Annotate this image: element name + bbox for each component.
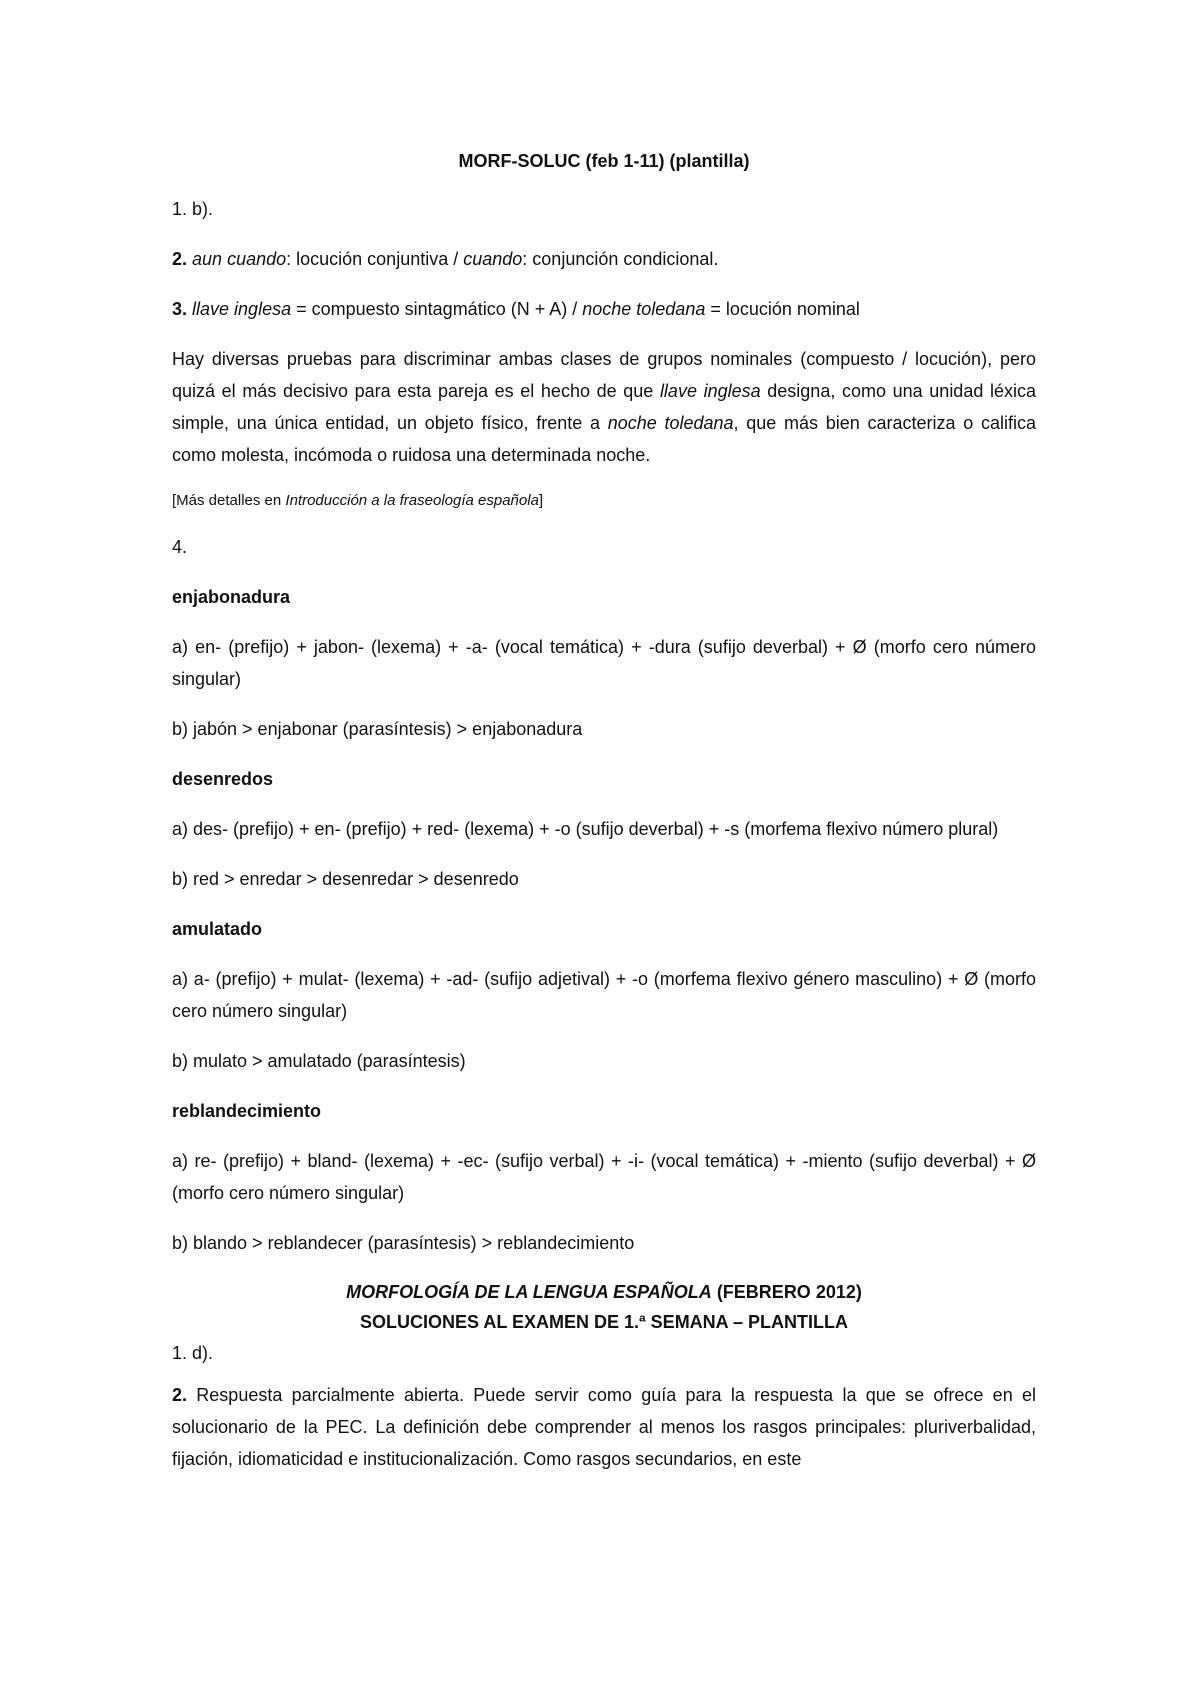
- answer-2-term-1: aun cuando: [192, 249, 287, 269]
- reference-book-title: Introducción a la fraseología española: [285, 492, 539, 509]
- reference-note: [172, 489, 1036, 513]
- word-heading-amulatado: amulatado: [172, 919, 263, 939]
- answer-2-term-2: cuando: [463, 249, 523, 269]
- section-2-answer-1: 1. d).: [172, 1343, 214, 1363]
- answer-3-term-2: noche toledana: [582, 299, 706, 319]
- explanation-term-2: noche toledana: [607, 413, 734, 433]
- word-analysis-a: a) a- (prefijo) + mulat- (lexema) + -ad- (sufijo adjetival) + -o (morfema flexivo género masculino) + Ø (morfo cero número singular): [172, 969, 1036, 1021]
- answer-4-number: 4.: [172, 537, 188, 557]
- word-heading-desenredos: desenredos: [172, 769, 274, 789]
- section-2-answer-2-text: Respuesta parcialmente abierta. Puede servir como guía para la respuesta la que se ofrece en el solucionario de la PEC. La definición debe comprender al menos los rasgos principales: pluriverbalidad, fijación, idiomaticidad e institucionalización. Como rasgos secundarios, en este: [172, 1385, 1036, 1469]
- word-heading-reblandecimiento: reblandecimiento: [172, 1101, 322, 1121]
- answer-3-def-1: = compuesto sintagmático (N + A) /: [291, 299, 583, 319]
- answer-3: [172, 293, 1036, 325]
- word-analysis-a: a) des- (prefijo) + en- (prefijo) + red- (lexema) + -o (sufijo deverbal) + -s (morfema flexivo número plural): [172, 819, 999, 839]
- reference-prefix: [Más detalles en: [172, 492, 286, 509]
- explanation-text-3: , que más bien caracteriza o califica como molesta, incómoda o ruidosa una determinada noche.: [172, 413, 1036, 465]
- word-analysis-b: b) red > enredar > desenredar > desenredo: [172, 869, 519, 889]
- explanation-paragraph: [172, 343, 1036, 471]
- answer-1: 1. b).: [172, 199, 214, 219]
- explanation-text-1: Hay diversas pruebas para discriminar ambas clases de grupos nominales (compuesto / locución), pero quizá el más decisivo para esta pareja es el hecho de que: [172, 349, 1036, 401]
- answer-3-number: 3.: [172, 299, 188, 319]
- answer-2-def-2: : conjunción condicional.: [522, 249, 719, 269]
- answer-2-number: 2.: [172, 249, 188, 269]
- explanation-text-2: designa, como una unidad léxica simple, una única entidad, un objeto físico, frente a: [172, 381, 1037, 433]
- section-2-title-italic: MORFOLOGÍA DE LA LENGUA ESPAÑOLA: [346, 1282, 712, 1302]
- section-2-title: [172, 1277, 1036, 1307]
- section-2-answer-2: [172, 1379, 1036, 1475]
- section-2-subtitle: SOLUCIONES AL EXAMEN DE 1.ª SEMANA – PLANTILLA: [359, 1312, 849, 1332]
- section-2-title-date: (FEBRERO 2012): [711, 1282, 862, 1302]
- word-analysis-a: a) en- (prefijo) + jabon- (lexema) + -a- (vocal temática) + -dura (sufijo deverbal) + Ø (morfo cero número singular): [172, 637, 1036, 689]
- answer-2-def-1: : locución conjuntiva /: [286, 249, 464, 269]
- reference-suffix: ]: [538, 492, 544, 509]
- document-title: MORF-SOLUC (feb 1-11) (plantilla): [458, 151, 750, 171]
- word-analysis-a: a) re- (prefijo) + bland- (lexema) + -ec- (sufijo verbal) + -i- (vocal temática) + -miento (sufijo deverbal) + Ø (morfo cero número singular): [172, 1151, 1036, 1203]
- answer-2: [172, 243, 1036, 275]
- section-2-answer-2-number: 2.: [172, 1385, 188, 1405]
- answer-3-term-1: llave inglesa: [192, 299, 292, 319]
- section-2-title-block: [172, 1277, 1036, 1337]
- word-analysis-b: b) jabón > enjabonar (parasíntesis) > enjabonadura: [172, 719, 583, 739]
- word-analysis-b: b) mulato > amulatado (parasíntesis): [172, 1051, 466, 1071]
- document-body: [172, 145, 1036, 1493]
- word-heading-enjabonadura: enjabonadura: [172, 587, 291, 607]
- word-analysis-b: b) blando > reblandecer (parasíntesis) > reblandecimiento: [172, 1233, 635, 1253]
- answer-3-def-2: = locución nominal: [705, 299, 860, 319]
- explanation-term-1: llave inglesa: [659, 381, 761, 401]
